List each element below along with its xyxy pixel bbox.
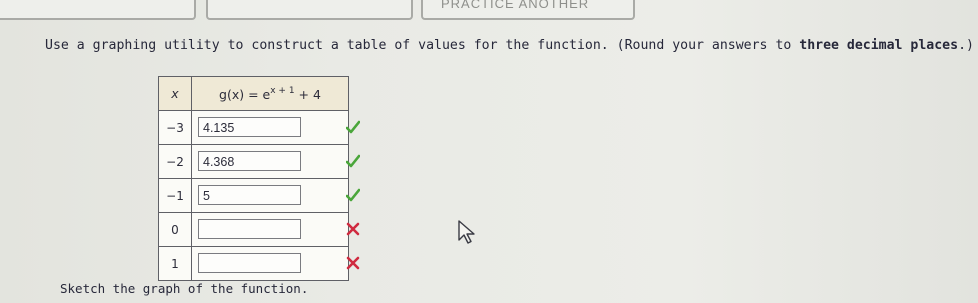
x-column-header: x (159, 77, 192, 111)
answer-input[interactable]: 4.368 (198, 151, 301, 171)
answer-cell (192, 247, 349, 281)
answer-input[interactable] (198, 219, 301, 239)
x-value-cell: −1 (159, 179, 192, 213)
instruction-suffix: .) (958, 38, 974, 53)
table-row (159, 213, 349, 247)
table-row (159, 247, 349, 281)
x-value-cell: 1 (159, 247, 192, 281)
instruction-emphasis: three decimal places (799, 38, 959, 53)
table-row (159, 111, 349, 145)
checkmark-icon (346, 154, 360, 168)
answer-cell (192, 145, 349, 179)
top-tab-2[interactable] (206, 0, 413, 20)
table-header-row (159, 77, 349, 111)
instruction-prefix: Use a graphing utility to construct a table of values for the function. (Round your answers to (45, 38, 800, 53)
table-row (159, 145, 349, 179)
answer-cell (192, 111, 349, 145)
g-column-header: $g(x) = e^{x + 1} + 4$ (192, 77, 349, 111)
practice-another-label: PRACTICE ANOTHER (441, 0, 590, 11)
checkmark-icon (346, 188, 360, 202)
practice-another-button[interactable] (421, 0, 635, 20)
x-value-cell: −2 (159, 145, 192, 179)
x-value-cell: −3 (159, 111, 192, 145)
sketch-instruction: Sketch the graph of the function. (60, 281, 309, 296)
answer-cell (192, 213, 349, 247)
answer-cell (192, 179, 349, 213)
mouse-cursor-icon (457, 219, 479, 245)
checkmark-icon (346, 120, 360, 134)
answer-input[interactable]: 5 (198, 185, 301, 205)
values-table (158, 76, 349, 281)
table-row (159, 179, 349, 213)
answer-input[interactable] (198, 253, 301, 273)
x-mark-icon (346, 256, 360, 270)
x-mark-icon (346, 222, 360, 236)
x-value-cell: 0 (159, 213, 192, 247)
answer-input[interactable]: 4.135 (198, 117, 301, 137)
question-instruction (45, 38, 974, 53)
top-tab-1[interactable] (0, 0, 196, 20)
